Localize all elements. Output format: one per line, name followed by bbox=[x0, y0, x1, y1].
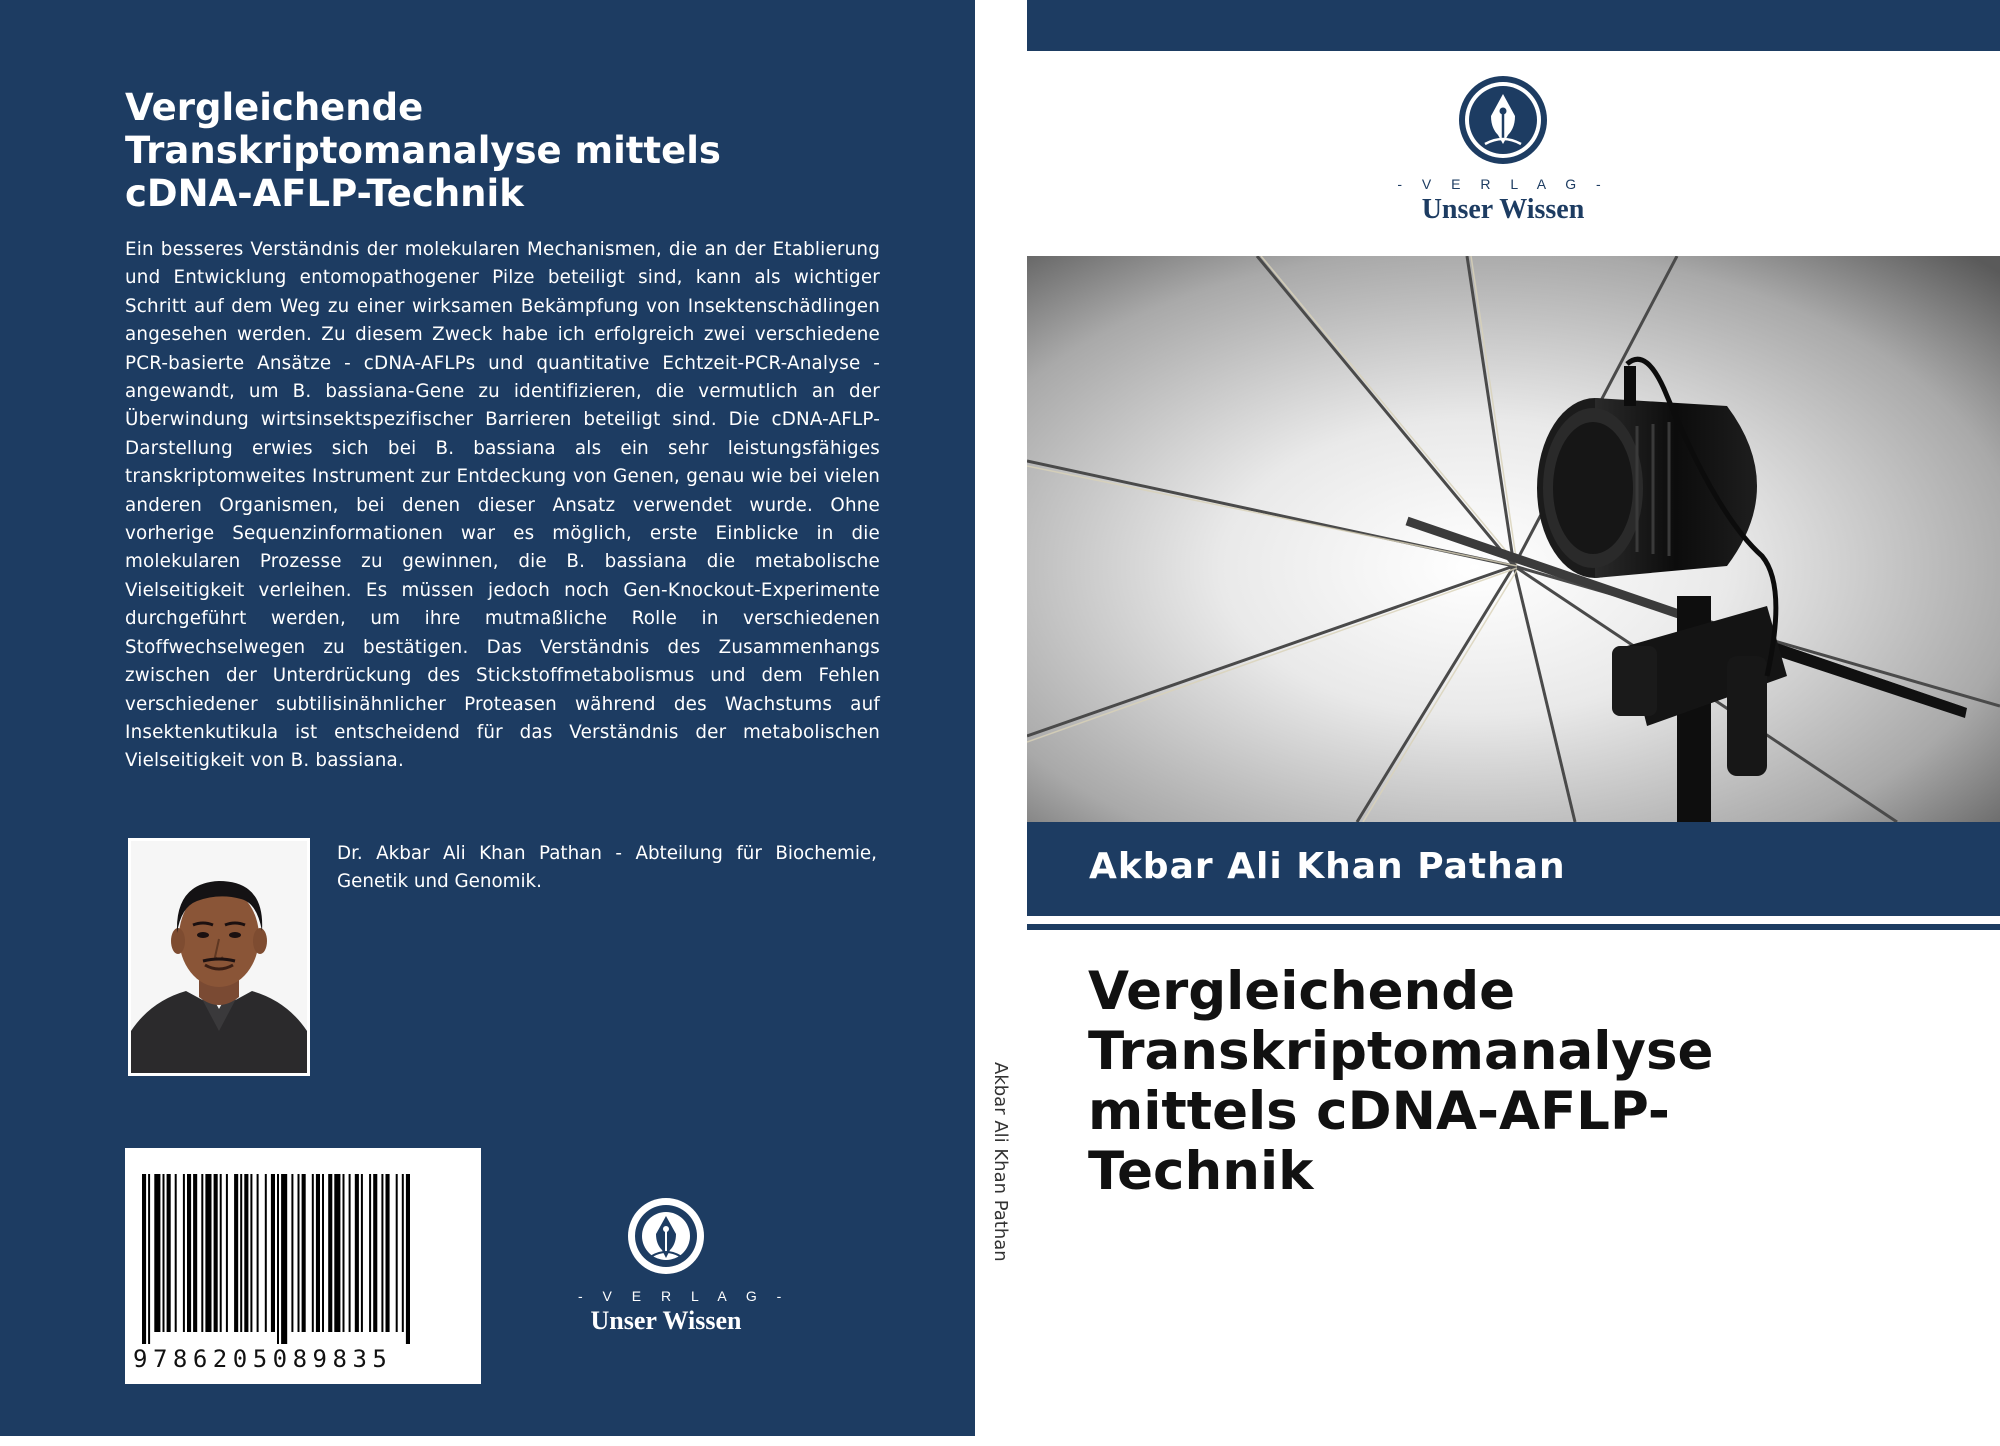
barcode-bar bbox=[226, 1174, 228, 1332]
barcode-bar bbox=[265, 1174, 267, 1332]
barcode-bar bbox=[343, 1174, 345, 1332]
barcode-bar bbox=[142, 1174, 146, 1344]
barcode-bar bbox=[361, 1174, 363, 1332]
back-cover-title bbox=[125, 86, 885, 215]
front-title-line-1: Vergleichende bbox=[1088, 961, 1516, 1022]
author-bio: Dr. Akbar Ali Khan Pathan - Abteilung für Biochemie, Genetik und Genomik. bbox=[337, 843, 877, 893]
barcode-bar bbox=[193, 1174, 197, 1332]
barcode-bar bbox=[328, 1174, 332, 1332]
barcode-bar bbox=[234, 1174, 238, 1332]
book-blurb: Ein besseres Verständnis der molekularen Mechanismen, die an der Etablierung und Entwicklung entomopathogener Pilze beteiligt sind, kann als wichtiger Schritt auf dem Weg zu einer wirksamen Bekämpfung von Insektenschädlingen angesehen werden. Zu diesem Zweck habe ich erfolgreich zwei verschiedene PCR-basierte Ansätze - cDNA-AFLPs und quantitative Echtzeit-PCR-Analyse - angewandt, um B. bassiana-Gene zu identifizieren, die vermutlich an der Überwindung wirtsinsektspezifischer Barrieren beteiligt sind. Die cDNA-AFLP-Darstellung erwies sich bei B. bassiana als ein sehr leistungsfähiges transkriptomweites Instrument zur Entdeckung von Genen, genau wie bei vielen anderen Organismen, bei denen dieser Ansatz verwendet wurde. Ohne vorherige Sequenzinformationen war es möglich, erste Einblicke in die molekularen Prozesse zu gewinnen, die B. bassiana die metabolische Vielseitigkeit verleihen. Es müssen jedoch noch Gen-Knockout-Experimente durchgeführt werden, um ihre mutmaßliche Rolle in verschiedenen Stoffwechselwegen zu bestätigen. Das Verständnis des Zusammenhangs zwischen der Unterdrückung des Stickstoffmetabolismus und dem Fehlen verschiedener subtilisinähnlicher Proteasen während des Wachstums auf Insektenkutikula ist entscheidend für das Verständnis der metabolischen Vielseitigkeit von B. bassiana. bbox=[125, 239, 880, 772]
author-portrait-photo bbox=[128, 838, 310, 1076]
umbrella-light-photo bbox=[1027, 256, 2000, 822]
front-logo-name: Unser Wissen bbox=[1421, 194, 1585, 225]
barcode-bar bbox=[302, 1174, 306, 1332]
front-publisher-logo bbox=[1390, 74, 1616, 226]
barcode-bar bbox=[381, 1174, 383, 1332]
barcode-icon bbox=[142, 1174, 464, 1344]
barcode-bar bbox=[291, 1174, 293, 1332]
back-publisher-logo bbox=[578, 1196, 790, 1336]
barcode-bar bbox=[167, 1174, 171, 1332]
spine-author: Akbar Ali Khan Pathan bbox=[990, 1062, 1011, 1262]
barcode-bar bbox=[240, 1174, 242, 1332]
isbn-digits: 9786205089835 bbox=[133, 1345, 393, 1373]
barcode-bar bbox=[220, 1174, 222, 1332]
bottom-strip bbox=[0, 1436, 2000, 1446]
back-title-line-2: Transkriptomanalyse mittels bbox=[125, 129, 721, 172]
barcode-bar bbox=[183, 1174, 185, 1332]
pen-nib-logo-icon bbox=[1457, 74, 1549, 166]
barcode-bar bbox=[281, 1174, 287, 1344]
barcode-bar bbox=[298, 1174, 300, 1332]
front-title-line-4: Technik bbox=[1088, 1141, 1314, 1202]
barcode-bar bbox=[271, 1174, 275, 1332]
barcode-bar bbox=[373, 1174, 377, 1332]
front-cover-title bbox=[1088, 962, 1968, 1202]
back-title-line-3: cDNA-AFLP-Technik bbox=[125, 172, 524, 215]
barcode-bar bbox=[205, 1174, 211, 1332]
barcode-bar bbox=[355, 1174, 359, 1332]
barcode-bar bbox=[175, 1174, 177, 1332]
barcode-bar bbox=[214, 1174, 218, 1332]
barcode-bar bbox=[349, 1174, 351, 1332]
front-logo-verlag: - V E R L A G - bbox=[1397, 176, 1609, 192]
barcode-bar bbox=[148, 1174, 150, 1344]
back-logo-name: Unser Wissen bbox=[590, 1306, 742, 1335]
barcode-bar bbox=[322, 1174, 324, 1332]
barcode-bar bbox=[201, 1174, 203, 1332]
barcode-bar bbox=[316, 1174, 320, 1332]
back-cover bbox=[0, 0, 975, 1446]
barcode-bar bbox=[154, 1174, 160, 1332]
barcode-bar bbox=[312, 1174, 314, 1332]
front-title-line-2: Transkriptomanalyse bbox=[1088, 1021, 1714, 1082]
divider-rule bbox=[1027, 924, 2000, 930]
barcode-bar bbox=[277, 1174, 279, 1344]
barcode-bar bbox=[402, 1174, 404, 1332]
barcode-bar bbox=[187, 1174, 191, 1332]
back-logo-verlag: - V E R L A G - bbox=[578, 1288, 790, 1304]
barcode-bar bbox=[163, 1174, 165, 1332]
barcode-bar bbox=[244, 1174, 248, 1332]
pen-nib-logo-icon bbox=[626, 1196, 706, 1276]
back-title-line-1: Vergleichende bbox=[125, 86, 424, 129]
barcode-bar bbox=[386, 1174, 390, 1332]
barcode-bar bbox=[369, 1174, 371, 1332]
barcode-bar bbox=[406, 1174, 410, 1344]
barcode-bar bbox=[396, 1174, 398, 1332]
barcode-bar bbox=[257, 1174, 259, 1332]
front-top-bar bbox=[1027, 0, 2000, 51]
front-author-name: Akbar Ali Khan Pathan bbox=[1089, 846, 1566, 887]
front-title-line-3: mittels cDNA-AFLP- bbox=[1088, 1081, 1670, 1142]
front-author-band bbox=[1027, 822, 2000, 916]
barcode-bar bbox=[334, 1174, 340, 1332]
barcode-bar bbox=[250, 1174, 252, 1332]
spine bbox=[975, 0, 1027, 1446]
isbn-barcode bbox=[125, 1148, 481, 1384]
